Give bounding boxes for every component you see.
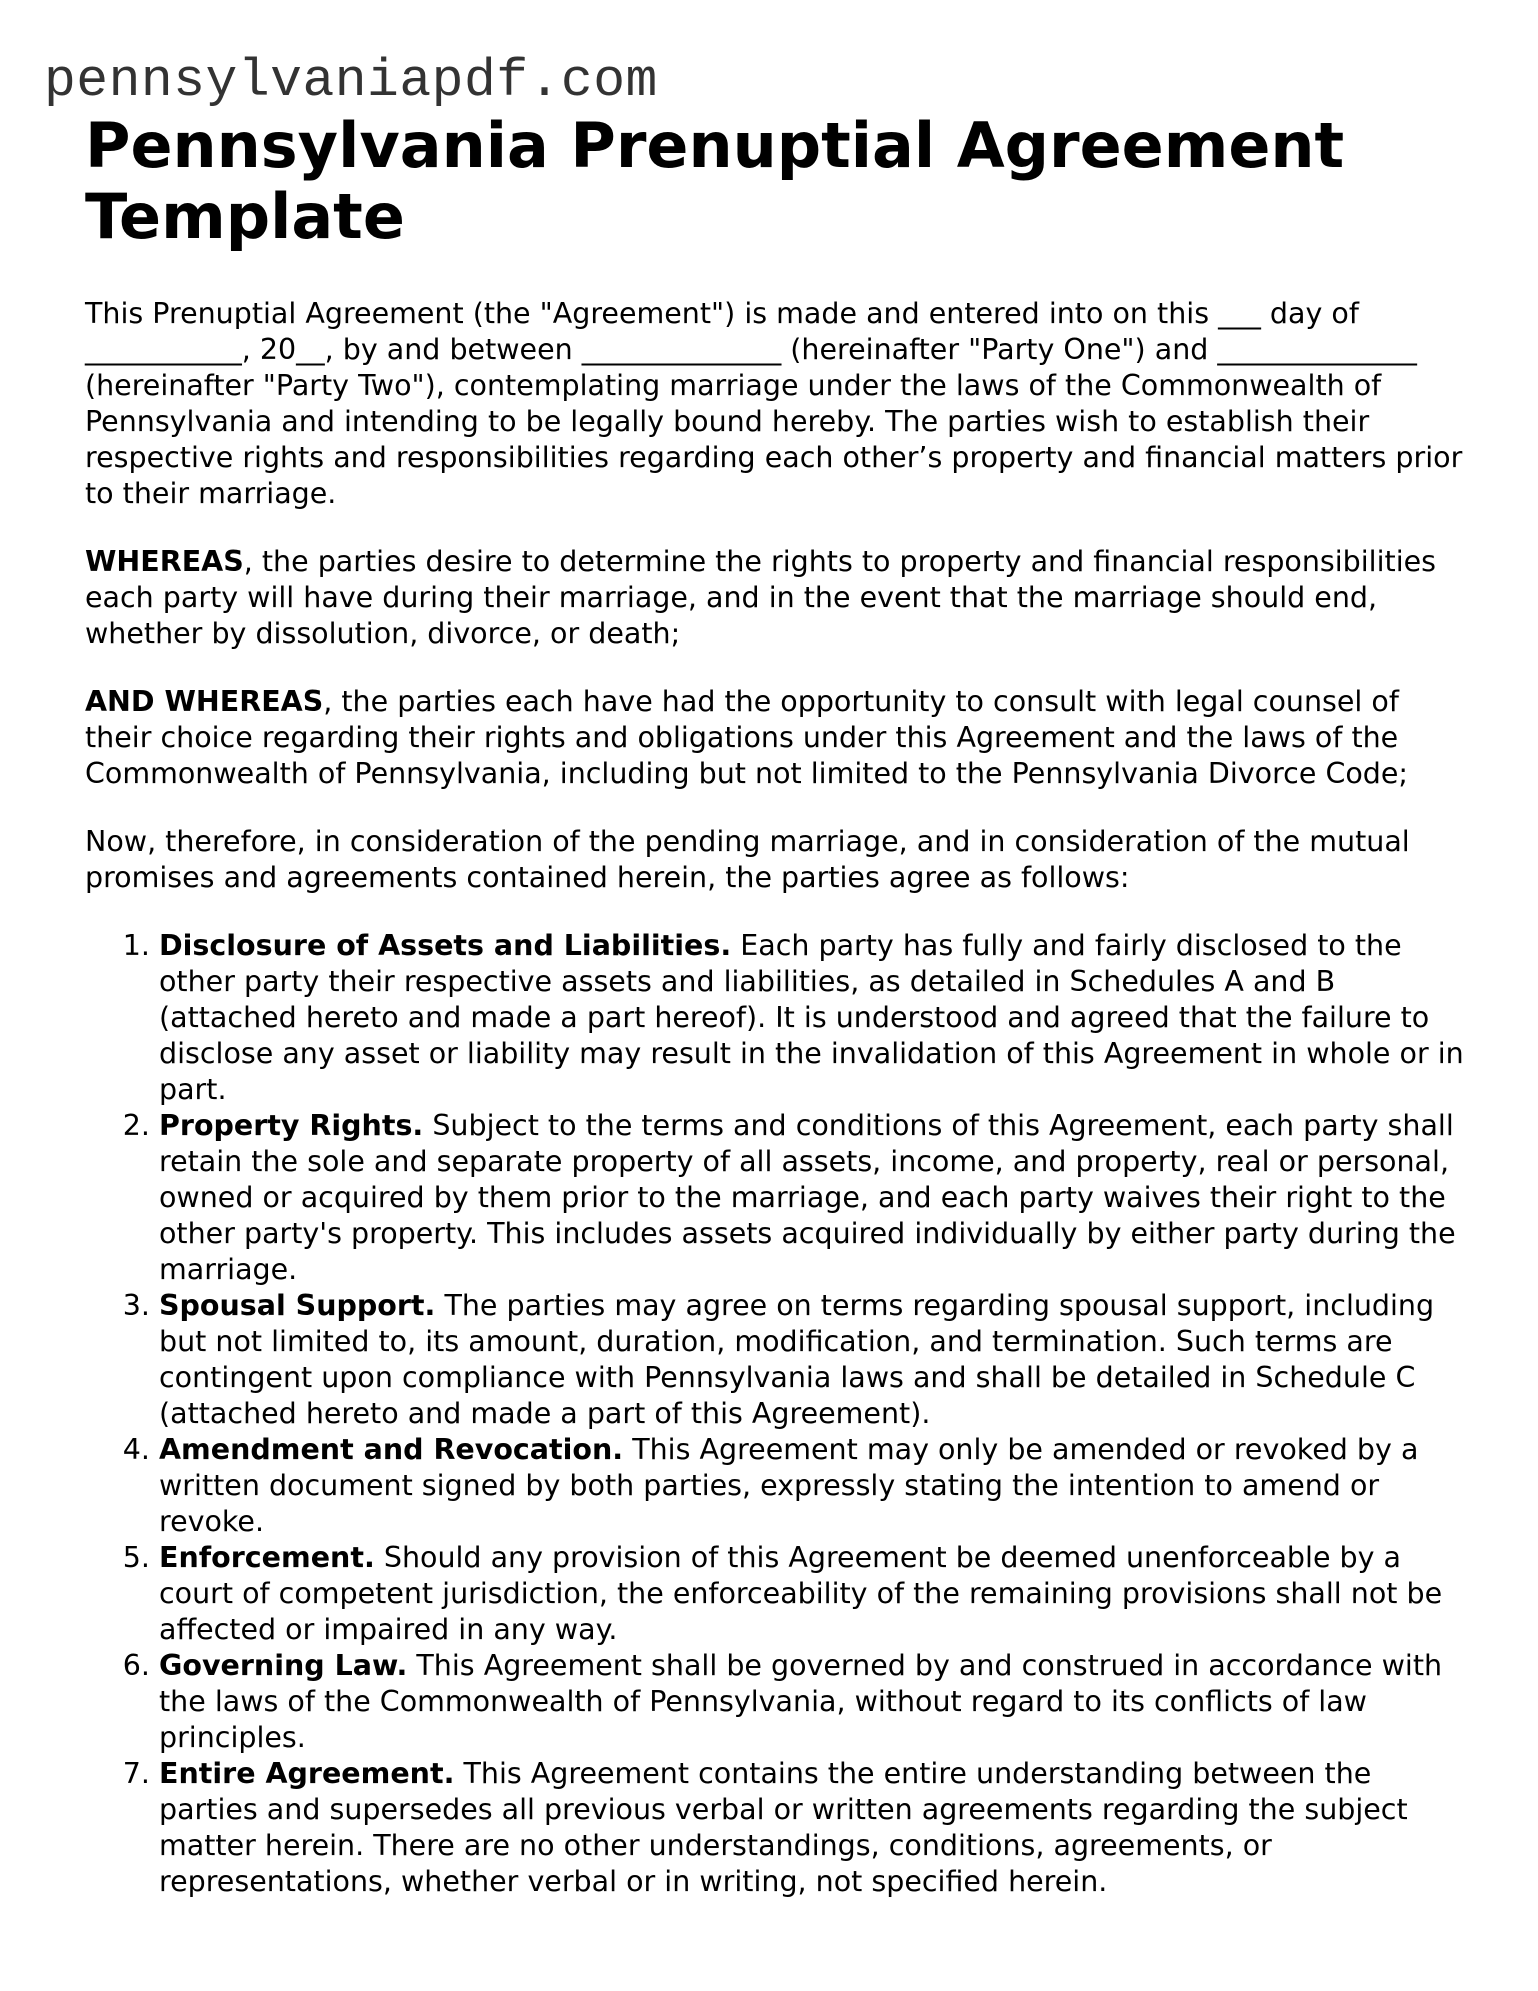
clause-heading: Spousal Support. — [159, 1289, 436, 1322]
clause-heading: Enforcement. — [159, 1541, 375, 1574]
clause-text: This Agreement contains the entire understanding between the parties and supersedes all previous verbal or written agreements regarding the subject matter herein. There are no other understandings, conditions, agreements, or representations, whether verbal or in writing, not specified herein. — [159, 1757, 1408, 1898]
clause-item — [159, 1648, 1465, 1756]
clause-text: Should any provision of this Agreement be deemed unenforceable by a court of competent jurisdiction, the enforceability of the remaining provisions shall not be affected or impaired in any way. — [159, 1541, 1443, 1646]
now-therefore-paragraph: Now, therefore, in consideration of the pending marriage, and in consideration of the mutual promises and agreements contained herein, the parties agree as follows: — [85, 825, 1410, 894]
document-page — [85, 110, 1465, 1900]
clause-heading: Property Rights. — [159, 1109, 424, 1142]
clause-item — [159, 1756, 1465, 1900]
clause-text: This Agreement shall be governed by and construed in accordance with the laws of the Commonwealth of Pennsylvania, without regard to its conflicts of law principles. — [159, 1649, 1443, 1754]
whereas-paragraph-2 — [85, 684, 1465, 792]
clause-item — [159, 1432, 1465, 1540]
clause-heading: Entire Agreement. — [159, 1757, 455, 1790]
clause-list — [85, 928, 1465, 1900]
document-title: Pennsylvania Prenuptial Agreement Template — [85, 109, 1345, 253]
whereas-text: , the parties desire to determine the rights to property and financial responsibilities each party will have during their marriage, and in the event that the marriage should end, whether by dissolution, divorce, or death; — [85, 545, 1436, 650]
whereas-lead: WHEREAS — [85, 545, 244, 578]
and-whereas-lead: AND WHEREAS — [85, 685, 324, 718]
clause-heading: Disclosure of Assets and Liabilities. — [159, 929, 732, 962]
clause-text: This Agreement may only be amended or revoked by a written document signed by both parties, expressly stating the intention to amend or revoke. — [159, 1433, 1419, 1538]
clause-item — [159, 928, 1465, 1108]
clause-item — [159, 1108, 1465, 1288]
intro-paragraph: This Prenuptial Agreement (the "Agreement") is made and entered into on this ___ day of ___________, 20__, by and between ______________ (hereinafter "Party One") and ______________ (hereinafter "Party Two"), contemplating marriage under the laws of the Commonwealth of Pennsylvania and intending to be legally bound hereby. The parties wish to establish their respective rights and responsibilities regarding each other’s property and financial matters prior to their marriage. — [85, 297, 1463, 510]
clause-heading: Amendment and Revocation. — [159, 1433, 624, 1466]
clause-heading: Governing Law. — [159, 1649, 408, 1682]
clause-item — [159, 1288, 1465, 1432]
and-whereas-text: , the parties each have had the opportunity to consult with legal counsel of their choice regarding their rights and obligations under this Agreement and the laws of the Commonwealth of Pennsylvania, including but not limited to the Pennsylvania Divorce Code; — [85, 685, 1409, 790]
whereas-paragraph-1 — [85, 544, 1465, 652]
clause-text: Each party has fully and fairly disclosed to the other party their respective assets and liabilities, as detailed in Schedules A and B (attached hereto and made a part hereof). It is understood and agreed that the failure to disclose any asset or liability may result in the invalidation of this Agreement in whole or in part. — [159, 929, 1464, 1106]
watermark: pennsylvaniapdf.com — [44, 51, 658, 111]
clause-item — [159, 1540, 1465, 1648]
clause-text: Subject to the terms and conditions of this Agreement, each party shall retain the sole and separate property of all assets, income, and property, real or personal, owned or acquired by them prior to the marriage, and each party waives their right to the other party's property. This includes assets acquired individually by either party during the marriage. — [159, 1109, 1456, 1286]
clause-text: The parties may agree on terms regarding spousal support, including but not limited to, its amount, duration, modification, and termination. Such terms are contingent upon compliance with Pennsylvania laws and shall be detailed in Schedule C (attached hereto and made a part of this Agreement). — [159, 1289, 1435, 1430]
